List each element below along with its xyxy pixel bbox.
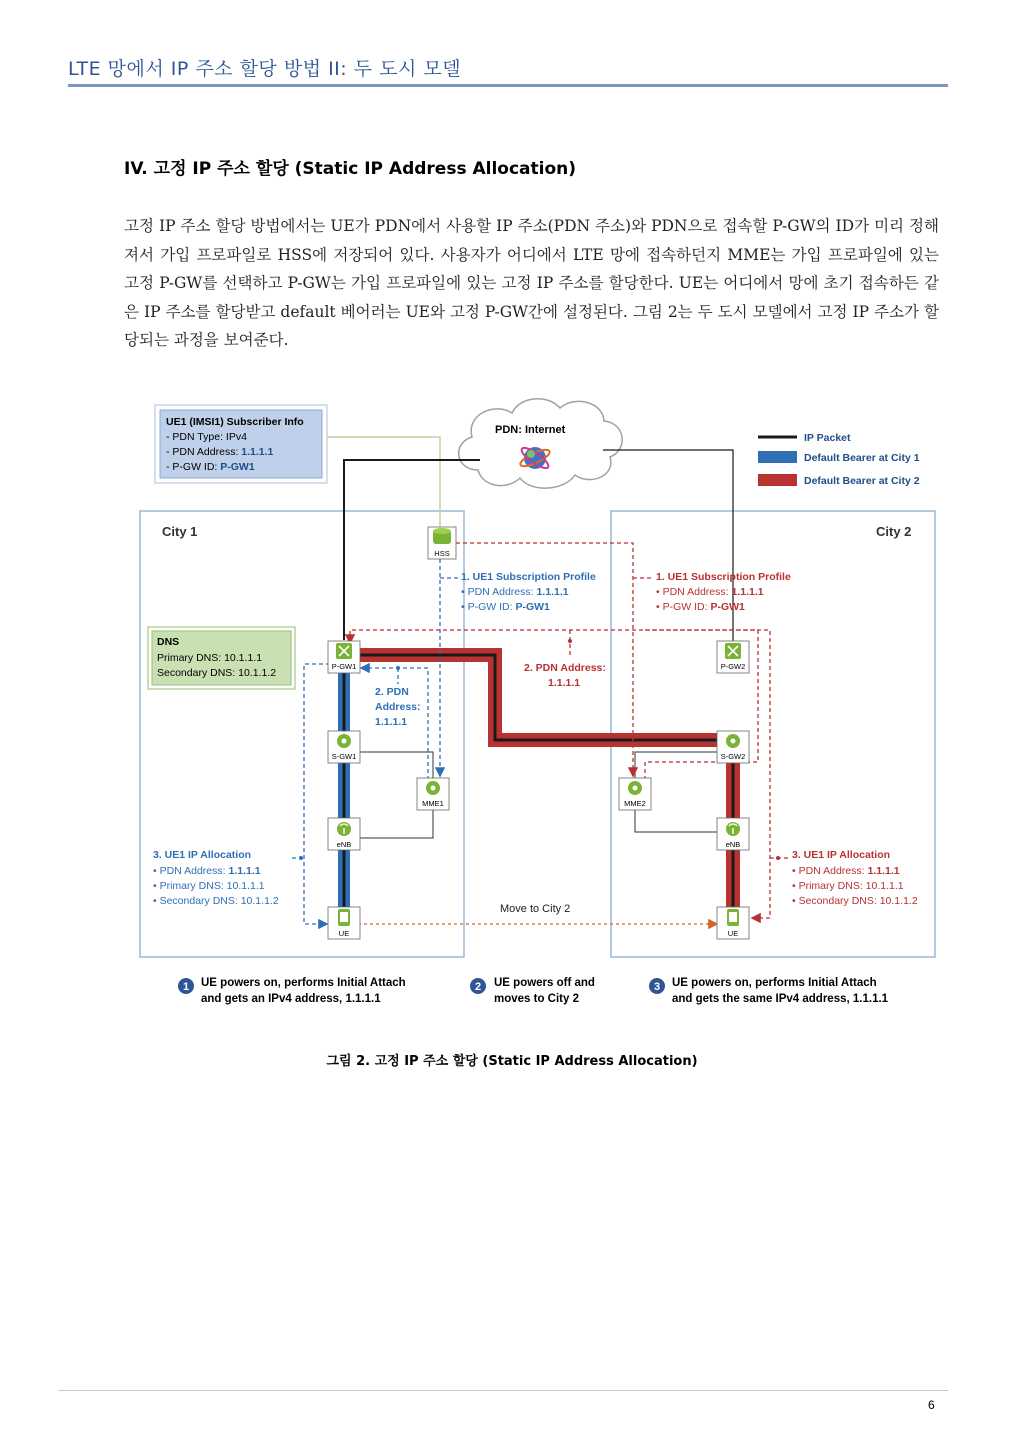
svg-text:eNB: eNB — [336, 840, 352, 849]
hss-node — [428, 527, 456, 559]
move-to-city2-label: Move to City 2 — [500, 903, 571, 915]
step-2-line2: moves to City 2 — [494, 993, 579, 1005]
profile-city1-title: 1. UE1 Subscription Profile — [461, 571, 596, 583]
alloc-city2-secondary: • Secondary DNS: 10.1.1.2 — [792, 895, 918, 907]
legend-city1-label: Default Bearer at City 1 — [804, 452, 920, 464]
pdn-cloud — [459, 399, 622, 488]
legend — [758, 432, 920, 487]
profile-city1-pdn: • PDN Address: 1.1.1.1 — [461, 586, 569, 598]
gear-icon — [726, 734, 740, 748]
sgw2-node — [717, 731, 749, 763]
ue2-node — [717, 907, 749, 939]
mobile-phone-icon — [727, 909, 739, 926]
legend-city2-swatch — [758, 474, 797, 486]
svg-text:1: 1 — [182, 981, 190, 993]
page-number: 6 — [928, 1398, 935, 1412]
antenna-icon — [337, 822, 351, 836]
svg-text:S-GW2: S-GW2 — [720, 752, 746, 761]
control-path-city1 — [292, 545, 458, 924]
alloc-city2-pdn: • PDN Address: 1.1.1.1 — [792, 865, 900, 877]
svg-text:HSS: HSS — [434, 549, 450, 558]
ip-packet-city2-line — [603, 450, 733, 650]
sgw1-node — [328, 731, 360, 763]
footer-rule — [58, 1390, 948, 1391]
alloc-city2-anchor — [776, 856, 780, 860]
city2-label: City 2 — [876, 524, 912, 539]
alloc-city1-secondary: • Secondary DNS: 10.1.1.2 — [153, 895, 279, 907]
alloc-city1-anchor — [299, 856, 303, 860]
dns-secondary: Secondary DNS: 10.1.1.2 — [157, 667, 277, 679]
alloc-city1-primary: • Primary DNS: 10.1.1.1 — [153, 880, 265, 892]
mme1-enb1-line — [358, 806, 433, 838]
ue1-node — [328, 907, 360, 939]
step-2-line1: UE powers off and — [494, 977, 595, 989]
alloc-city1-pdn: • PDN Address: 1.1.1.1 — [153, 865, 261, 877]
svg-text:P-GW2: P-GW2 — [720, 662, 746, 671]
profile-city2-pgw: • P-GW ID: P-GW1 — [656, 601, 745, 613]
section-heading: IV. 고정 IP 주소 할당 (Static IP Address Allocation) — [124, 159, 577, 179]
figure-caption: 그림 2. 고정 IP 주소 할당 (Static IP Address Allocation) — [326, 1054, 698, 1069]
svg-text:MME2: MME2 — [624, 799, 646, 808]
subscriber-info-title: UE1 (IMSI1) Subscriber Info — [166, 416, 304, 428]
pgw2-node — [717, 641, 749, 673]
svg-text:3: 3 — [653, 981, 661, 993]
step-2 — [470, 977, 595, 1005]
svg-text:MME1: MME1 — [422, 799, 444, 808]
dns-primary: Primary DNS: 10.1.1.1 — [157, 652, 263, 664]
ip-packet-city1-line — [344, 460, 480, 640]
step-3-line2: and gets the same IPv4 address, 1.1.1.1 — [672, 993, 889, 1005]
enb1-node — [328, 818, 360, 850]
step-3-line1: UE powers on, performs Initial Attach — [672, 977, 877, 989]
legend-ip-packet-label: IP Packet — [804, 432, 851, 444]
step-3 — [649, 977, 889, 1005]
gear-icon — [628, 781, 642, 795]
pdn-addr-city1-l2: Address: — [375, 701, 421, 713]
pdn-addr-city1-l1: 2. PDN — [375, 686, 409, 698]
gear-icon — [426, 781, 440, 795]
svg-text:UE: UE — [338, 929, 350, 938]
subscriber-pdn-type: - PDN Type: IPv4 — [166, 431, 247, 443]
step-1 — [178, 977, 406, 1005]
subscriber-pgw-id: - P-GW ID: P-GW1 — [166, 461, 255, 473]
body-paragraph-text: 고정 IP 주소 할당 방법에서는 UE가 PDN에서 사용할 IP 주소(PDN 주소)와 PDN으로 접속할 P-GW의 ID가 미리 정해져서 가입 프로파일로 HSS에 저장되어 있다. 사용자가 어디에서 LTE 망에 접속하던지 MME는 가입 프로파일에 있는 고정 P-GW를 선택하고 P-GW는 가입 프로파일에 있는 고정 IP 주소를 할당한다. UE는 어디에서 망에 초기 접속하든 같은 IP 주소를 할당받고 default 베어러는 UE와 고정 P-GW간에 설정된다. 그림 2는 두 도시 모델에서 고정 IP 주소가 할당되는 과정을 보여준다. — [124, 217, 939, 349]
mme1-node — [417, 778, 449, 810]
pdn-addr-city2-l2: 1.1.1.1 — [548, 677, 581, 689]
alloc-city2-primary: • Primary DNS: 10.1.1.1 — [792, 880, 904, 892]
gateway-icon — [336, 643, 352, 659]
mobile-phone-icon — [338, 909, 350, 926]
control-path-city2 — [350, 543, 788, 918]
profile-city1-pgw: • P-GW ID: P-GW1 — [461, 601, 550, 613]
step-1-line1: UE powers on, performs Initial Attach — [201, 977, 406, 989]
gear-icon — [337, 734, 351, 748]
dns-title: DNS — [157, 636, 180, 648]
svg-text:P-GW1: P-GW1 — [331, 662, 357, 671]
svg-text:2: 2 — [474, 981, 482, 993]
pdn-addr-city1-l3: 1.1.1.1 — [375, 716, 408, 728]
svg-text:UE: UE — [727, 929, 739, 938]
pdn-addr-city2-l1: 2. PDN Address: — [524, 662, 606, 674]
alloc-city1-title: 3. UE1 IP Allocation — [153, 849, 252, 861]
database-icon — [433, 528, 451, 544]
pgw1-node — [328, 641, 360, 673]
svg-text:eNB: eNB — [725, 840, 741, 849]
antenna-icon — [726, 822, 740, 836]
svg-text:S-GW1: S-GW1 — [331, 752, 357, 761]
city1-label: City 1 — [162, 524, 198, 539]
step-1-line2: and gets an IPv4 address, 1.1.1.1 — [201, 993, 381, 1005]
pdn-city1-anchor — [396, 666, 400, 670]
enb2-node — [717, 818, 749, 850]
gateway-icon — [725, 643, 741, 659]
subscriber-pdn-address: - PDN Address: 1.1.1.1 — [166, 446, 274, 458]
mme2-node — [619, 778, 651, 810]
profile-city2-title: 1. UE1 Subscription Profile — [656, 571, 791, 583]
page-header: LTE 망에서 IP 주소 할당 방법 II: 두 도시 모델 — [68, 58, 462, 80]
cloud-label: PDN: Internet — [495, 424, 566, 436]
legend-city1-swatch — [758, 451, 797, 463]
pdn-city2-anchor — [568, 639, 572, 643]
alloc-city2-title: 3. UE1 IP Allocation — [792, 849, 891, 861]
legend-city2-label: Default Bearer at City 2 — [804, 475, 920, 487]
profile-city2-pdn: • PDN Address: 1.1.1.1 — [656, 586, 764, 598]
